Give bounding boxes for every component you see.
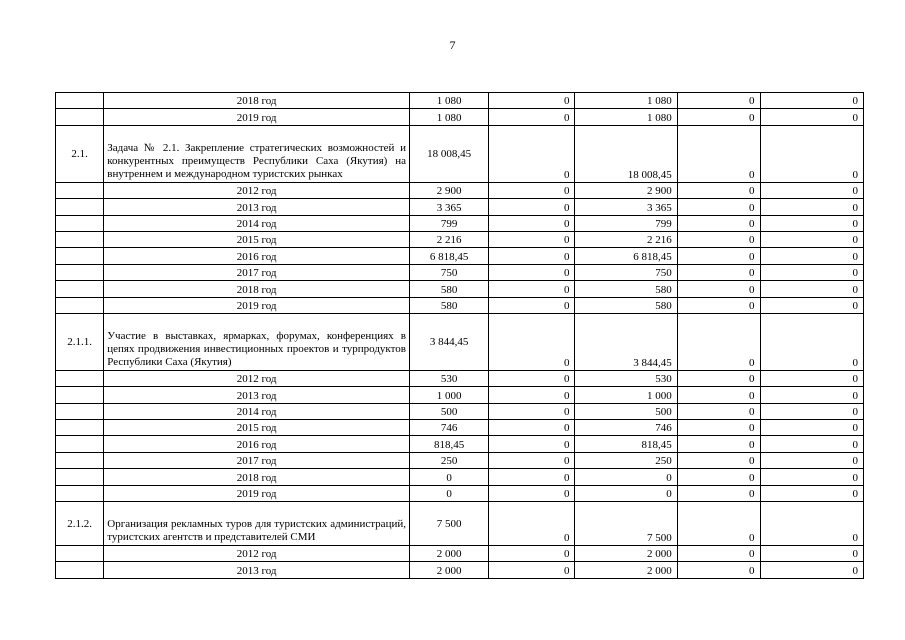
row-name-cell: 2015 год <box>104 420 410 436</box>
row-name-cell: 2019 год <box>104 297 410 313</box>
federal-amount-cell: 0 <box>489 502 575 546</box>
extra-budget-amount-cell: 0 <box>760 199 864 215</box>
republic-amount-cell: 2 900 <box>575 182 677 198</box>
year-row <box>56 199 864 215</box>
row-name-cell: Задача № 2.1. Закрепление стратегических возможностей и конкурентных преимуществ Республики Саха (Якутия) на внутреннем и международном туристских рынках <box>104 125 410 182</box>
republic-amount-cell: 799 <box>575 215 677 231</box>
total-amount-cell: 2 000 <box>409 562 488 578</box>
year-row <box>56 93 864 109</box>
local-amount-cell: 0 <box>677 562 760 578</box>
row-name-cell: 2014 год <box>104 403 410 419</box>
local-amount-cell: 0 <box>677 546 760 562</box>
federal-amount-cell: 0 <box>489 93 575 109</box>
total-amount-cell: 818,45 <box>409 436 488 452</box>
extra-budget-amount-cell: 0 <box>760 370 864 386</box>
extra-budget-amount-cell: 0 <box>760 403 864 419</box>
federal-amount-cell: 0 <box>489 546 575 562</box>
republic-amount-cell: 746 <box>575 420 677 436</box>
federal-amount-cell: 0 <box>489 452 575 468</box>
extra-budget-amount-cell: 0 <box>760 125 864 182</box>
extra-budget-amount-cell: 0 <box>760 109 864 125</box>
row-name-cell: 2016 год <box>104 248 410 264</box>
local-amount-cell: 0 <box>677 469 760 485</box>
local-amount-cell: 0 <box>677 436 760 452</box>
row-name-cell: 2015 год <box>104 231 410 247</box>
extra-budget-amount-cell: 0 <box>760 313 864 370</box>
row-number-cell <box>56 264 104 280</box>
extra-budget-amount-cell: 0 <box>760 452 864 468</box>
federal-amount-cell: 0 <box>489 125 575 182</box>
extra-budget-amount-cell: 0 <box>760 248 864 264</box>
row-number-cell: 2.1.1. <box>56 313 104 370</box>
federal-amount-cell: 0 <box>489 297 575 313</box>
federal-amount-cell: 0 <box>489 313 575 370</box>
republic-amount-cell: 1 080 <box>575 109 677 125</box>
row-number-cell: 2.1.2. <box>56 502 104 546</box>
extra-budget-amount-cell: 0 <box>760 231 864 247</box>
total-amount-cell: 2 900 <box>409 182 488 198</box>
row-number-cell <box>56 546 104 562</box>
year-row <box>56 546 864 562</box>
row-name-cell: Участие в выставках, ярмарках, форумах, конференциях в цепях продвижения инвестиционных проектов и турпродуктов Республики Саха (Якутия) <box>104 313 410 370</box>
federal-amount-cell: 0 <box>489 436 575 452</box>
total-amount-cell: 500 <box>409 403 488 419</box>
total-amount-cell: 2 000 <box>409 546 488 562</box>
extra-budget-amount-cell: 0 <box>760 215 864 231</box>
total-amount-cell: 580 <box>409 297 488 313</box>
federal-amount-cell: 0 <box>489 281 575 297</box>
budget-table <box>55 92 864 579</box>
republic-amount-cell: 0 <box>575 469 677 485</box>
republic-amount-cell: 1 080 <box>575 93 677 109</box>
extra-budget-amount-cell: 0 <box>760 420 864 436</box>
republic-amount-cell: 750 <box>575 264 677 280</box>
year-row <box>56 182 864 198</box>
total-amount-cell: 250 <box>409 452 488 468</box>
extra-budget-amount-cell: 0 <box>760 562 864 578</box>
republic-amount-cell: 7 500 <box>575 502 677 546</box>
republic-amount-cell: 1 000 <box>575 387 677 403</box>
row-name-cell: 2012 год <box>104 182 410 198</box>
local-amount-cell: 0 <box>677 231 760 247</box>
row-name-cell: 2019 год <box>104 109 410 125</box>
federal-amount-cell: 0 <box>489 215 575 231</box>
task-row <box>56 313 864 370</box>
republic-amount-cell: 580 <box>575 297 677 313</box>
local-amount-cell: 0 <box>677 281 760 297</box>
row-number-cell <box>56 297 104 313</box>
total-amount-cell: 2 216 <box>409 231 488 247</box>
year-row <box>56 281 864 297</box>
federal-amount-cell: 0 <box>489 248 575 264</box>
year-row <box>56 403 864 419</box>
row-name-cell: 2013 год <box>104 562 410 578</box>
local-amount-cell: 0 <box>677 125 760 182</box>
republic-amount-cell: 2 000 <box>575 546 677 562</box>
federal-amount-cell: 0 <box>489 182 575 198</box>
row-name-cell: 2014 год <box>104 215 410 231</box>
row-number-cell <box>56 469 104 485</box>
federal-amount-cell: 0 <box>489 231 575 247</box>
republic-amount-cell: 530 <box>575 370 677 386</box>
federal-amount-cell: 0 <box>489 370 575 386</box>
extra-budget-amount-cell: 0 <box>760 264 864 280</box>
federal-amount-cell: 0 <box>489 403 575 419</box>
republic-amount-cell: 500 <box>575 403 677 419</box>
republic-amount-cell: 6 818,45 <box>575 248 677 264</box>
row-name-cell: 2018 год <box>104 93 410 109</box>
local-amount-cell: 0 <box>677 403 760 419</box>
local-amount-cell: 0 <box>677 248 760 264</box>
row-name-cell: 2018 год <box>104 281 410 297</box>
extra-budget-amount-cell: 0 <box>760 485 864 501</box>
total-amount-cell: 3 844,45 <box>409 313 488 370</box>
row-number-cell <box>56 387 104 403</box>
local-amount-cell: 0 <box>677 264 760 280</box>
local-amount-cell: 0 <box>677 109 760 125</box>
local-amount-cell: 0 <box>677 485 760 501</box>
row-name-cell: 2012 год <box>104 370 410 386</box>
republic-amount-cell: 0 <box>575 485 677 501</box>
row-number-cell <box>56 370 104 386</box>
federal-amount-cell: 0 <box>489 420 575 436</box>
federal-amount-cell: 0 <box>489 264 575 280</box>
row-number-cell <box>56 436 104 452</box>
year-row <box>56 420 864 436</box>
local-amount-cell: 0 <box>677 215 760 231</box>
total-amount-cell: 1 080 <box>409 109 488 125</box>
year-row <box>56 452 864 468</box>
row-number-cell <box>56 248 104 264</box>
year-row <box>56 215 864 231</box>
row-number-cell <box>56 562 104 578</box>
row-name-cell: 2013 год <box>104 387 410 403</box>
year-row <box>56 248 864 264</box>
extra-budget-amount-cell: 0 <box>760 93 864 109</box>
total-amount-cell: 0 <box>409 485 488 501</box>
local-amount-cell: 0 <box>677 313 760 370</box>
federal-amount-cell: 0 <box>489 387 575 403</box>
budget-table-body <box>56 93 864 579</box>
year-row <box>56 297 864 313</box>
row-number-cell: 2.1. <box>56 125 104 182</box>
row-name-cell: Организация рекламных туров для туристских администраций, туристских агентств и представителей СМИ <box>104 502 410 546</box>
total-amount-cell: 1 080 <box>409 93 488 109</box>
extra-budget-amount-cell: 0 <box>760 182 864 198</box>
row-number-cell <box>56 215 104 231</box>
extra-budget-amount-cell: 0 <box>760 281 864 297</box>
row-number-cell <box>56 452 104 468</box>
year-row <box>56 469 864 485</box>
total-amount-cell: 1 000 <box>409 387 488 403</box>
total-amount-cell: 6 818,45 <box>409 248 488 264</box>
total-amount-cell: 746 <box>409 420 488 436</box>
total-amount-cell: 530 <box>409 370 488 386</box>
year-row <box>56 562 864 578</box>
local-amount-cell: 0 <box>677 297 760 313</box>
row-number-cell <box>56 403 104 419</box>
local-amount-cell: 0 <box>677 502 760 546</box>
total-amount-cell: 18 008,45 <box>409 125 488 182</box>
year-row <box>56 387 864 403</box>
row-name-cell: 2013 год <box>104 199 410 215</box>
federal-amount-cell: 0 <box>489 109 575 125</box>
row-number-cell <box>56 93 104 109</box>
year-row <box>56 485 864 501</box>
year-row <box>56 264 864 280</box>
extra-budget-amount-cell: 0 <box>760 387 864 403</box>
row-name-cell: 2017 год <box>104 452 410 468</box>
total-amount-cell: 3 365 <box>409 199 488 215</box>
year-row <box>56 109 864 125</box>
row-number-cell <box>56 109 104 125</box>
local-amount-cell: 0 <box>677 199 760 215</box>
republic-amount-cell: 2 000 <box>575 562 677 578</box>
local-amount-cell: 0 <box>677 93 760 109</box>
extra-budget-amount-cell: 0 <box>760 297 864 313</box>
extra-budget-amount-cell: 0 <box>760 469 864 485</box>
federal-amount-cell: 0 <box>489 199 575 215</box>
local-amount-cell: 0 <box>677 452 760 468</box>
row-name-cell: 2019 год <box>104 485 410 501</box>
republic-amount-cell: 250 <box>575 452 677 468</box>
republic-amount-cell: 3 365 <box>575 199 677 215</box>
row-name-cell: 2018 год <box>104 469 410 485</box>
local-amount-cell: 0 <box>677 387 760 403</box>
federal-amount-cell: 0 <box>489 469 575 485</box>
year-row <box>56 370 864 386</box>
republic-amount-cell: 3 844,45 <box>575 313 677 370</box>
row-number-cell <box>56 485 104 501</box>
task-row <box>56 125 864 182</box>
row-number-cell <box>56 199 104 215</box>
republic-amount-cell: 818,45 <box>575 436 677 452</box>
total-amount-cell: 580 <box>409 281 488 297</box>
federal-amount-cell: 0 <box>489 485 575 501</box>
federal-amount-cell: 0 <box>489 562 575 578</box>
total-amount-cell: 7 500 <box>409 502 488 546</box>
year-row <box>56 231 864 247</box>
row-name-cell: 2012 год <box>104 546 410 562</box>
row-number-cell <box>56 281 104 297</box>
local-amount-cell: 0 <box>677 182 760 198</box>
total-amount-cell: 750 <box>409 264 488 280</box>
row-number-cell <box>56 420 104 436</box>
republic-amount-cell: 580 <box>575 281 677 297</box>
row-number-cell <box>56 182 104 198</box>
row-name-cell: 2016 год <box>104 436 410 452</box>
total-amount-cell: 0 <box>409 469 488 485</box>
extra-budget-amount-cell: 0 <box>760 502 864 546</box>
task-row <box>56 502 864 546</box>
total-amount-cell: 799 <box>409 215 488 231</box>
local-amount-cell: 0 <box>677 370 760 386</box>
page-number: 7 <box>449 38 456 52</box>
extra-budget-amount-cell: 0 <box>760 436 864 452</box>
row-name-cell: 2017 год <box>104 264 410 280</box>
republic-amount-cell: 2 216 <box>575 231 677 247</box>
row-number-cell <box>56 231 104 247</box>
local-amount-cell: 0 <box>677 420 760 436</box>
extra-budget-amount-cell: 0 <box>760 546 864 562</box>
year-row <box>56 436 864 452</box>
republic-amount-cell: 18 008,45 <box>575 125 677 182</box>
